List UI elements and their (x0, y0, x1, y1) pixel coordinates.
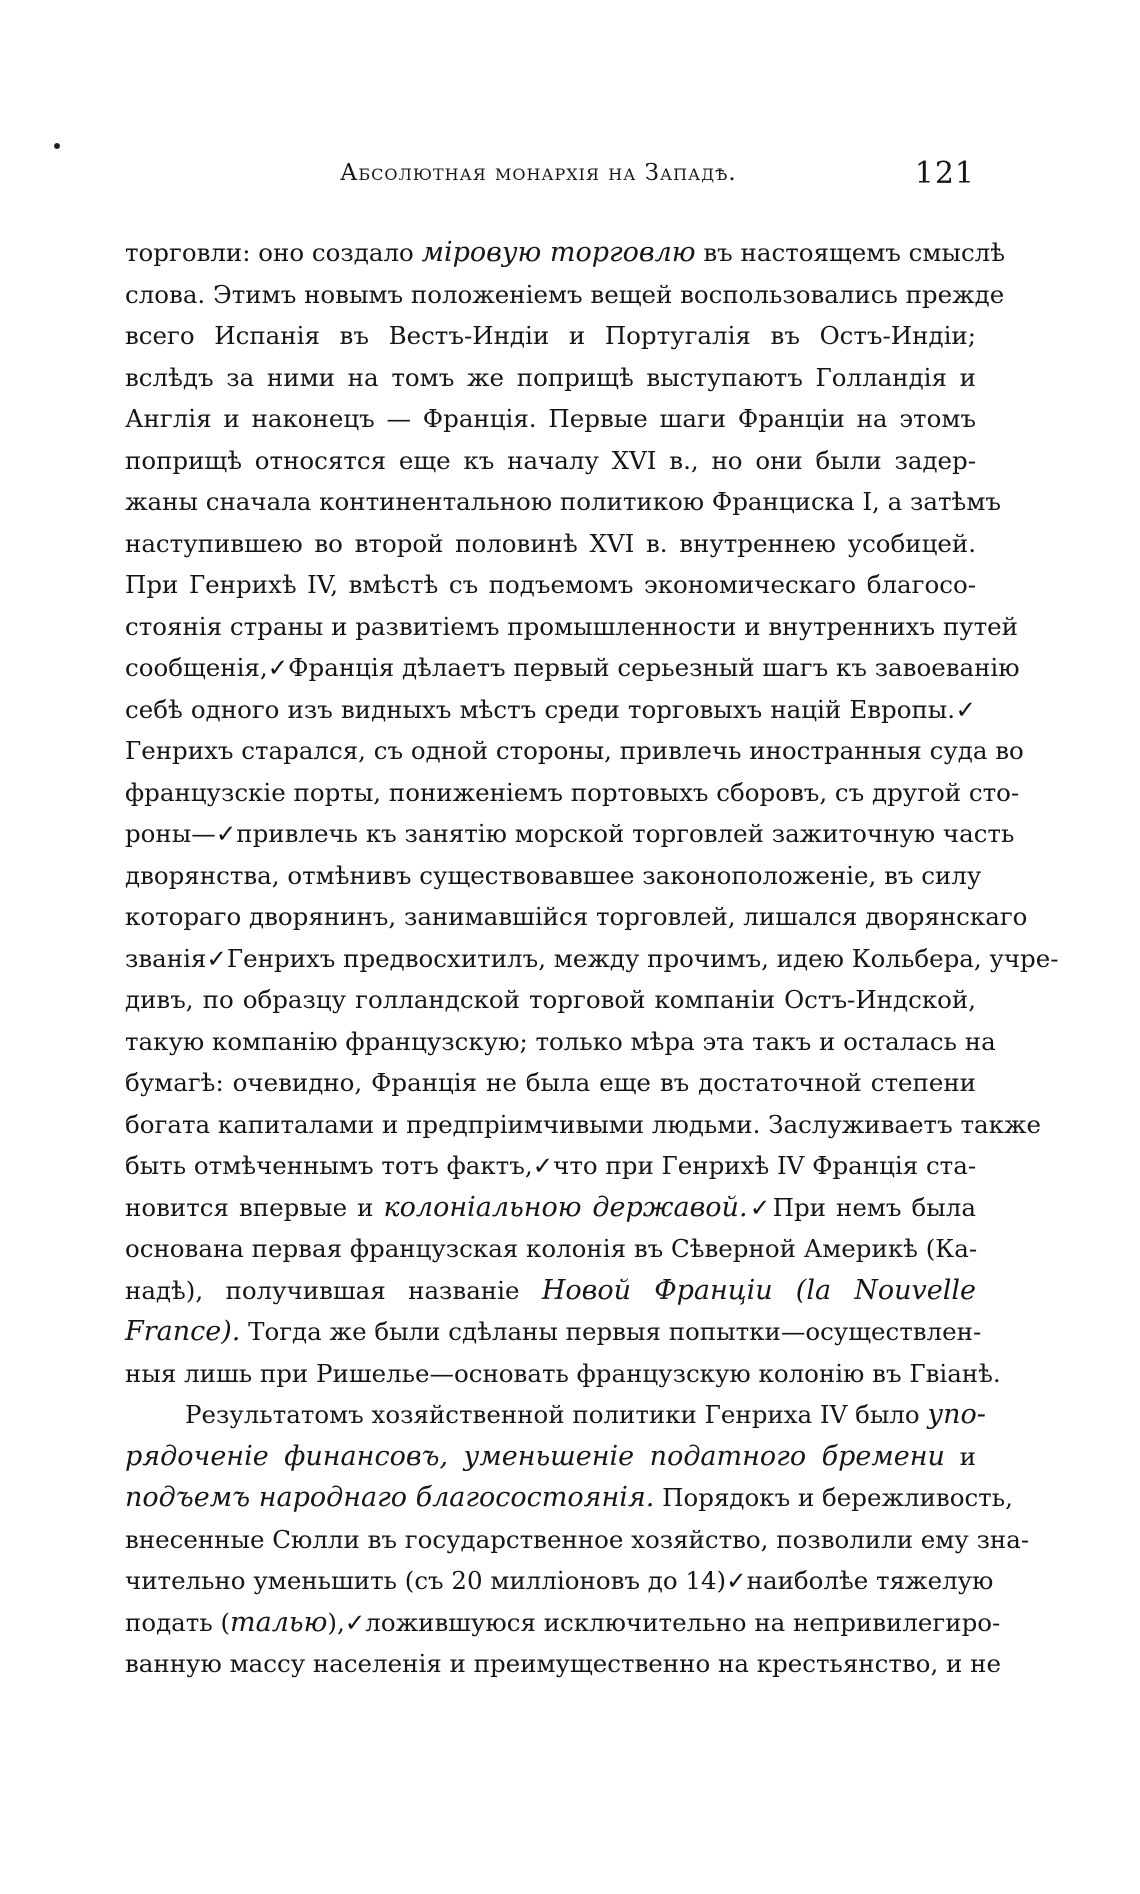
line-text: сообщенія,✓Франція дѣлаетъ первый серьезный шагъ къ завоеванію (125, 653, 1020, 682)
text-line (125, 1643, 1001, 1685)
line-text: торговли: оно создало (125, 238, 422, 267)
page-header (125, 156, 975, 200)
line-text: Результатомъ хозяйственной политики Генриха IV было (185, 1400, 928, 1429)
text-line (125, 1062, 976, 1104)
line-text: Порядокъ и бережливость, (654, 1483, 1013, 1512)
text-line (125, 564, 976, 606)
text-line (125, 315, 976, 357)
line-text: чительно уменьшить (съ 20 милліоновъ до 14)✓наиболѣе тяжелую (125, 1566, 994, 1595)
text-line (125, 730, 1024, 772)
text-line (125, 1519, 1030, 1561)
line-text: въ настоящемъ смыслѣ (695, 238, 1005, 267)
line-text: ),✓ложившуюся исключительно на непривилегиро- (327, 1607, 1001, 1637)
text-line (125, 1436, 976, 1478)
line-text: бумагѣ: очевидно, Франція не была еще въ достаточной степени (125, 1068, 976, 1097)
text-line (125, 855, 982, 897)
line-text: стоянія страны и развитіемъ промышленности и внутреннихъ путей (125, 611, 1018, 641)
line-text: быть отмѣченнымъ тотъ фактъ,✓что при Генрихѣ IV Франція ста- (125, 1151, 977, 1180)
text-line (125, 1353, 1001, 1395)
emphasis-text: рядоченіе финансовъ, уменьшеніе податного бремени (125, 1440, 945, 1472)
line-text: ванную массу населенія и преимущественно на крестьянство, и не (125, 1649, 1001, 1678)
line-text: слова. Этимъ новымъ положеніемъ вещей воспользовались прежде (125, 279, 1005, 309)
text-line (125, 979, 976, 1021)
line-text: поприщѣ относятся еще къ началу XVI в., но они были задер- (125, 445, 976, 475)
line-text: жаны сначала континентальною политикою Франциска I, а затѣмъ (125, 487, 1001, 516)
line-text: такую компанію французскую; только мѣра эта такъ и осталась на (125, 1026, 996, 1056)
line-text: внесенные Сюлли въ государственное хозяйство, позволили ему зна- (125, 1524, 1030, 1554)
line-text: Тогда же были сдѣланы первыя попытки—осуществлен- (240, 1317, 982, 1346)
text-line (125, 772, 1020, 814)
line-text: Генрихъ старался, съ одной стороны, привлечь иностранныя суда во (125, 736, 1024, 765)
text-line (125, 1021, 996, 1063)
line-text: основана первая французская колонія въ Сѣверной Америкѣ (Ка- (125, 1234, 978, 1263)
emphasis-text: міровую торговлю (421, 237, 696, 268)
line-text: вслѣдъ за ними на томъ же поприщѣ выступаютъ Голландія и (125, 362, 976, 392)
text-line (125, 357, 976, 399)
text-line (125, 274, 1005, 316)
line-text: Англія и наконецъ — Франція. Первые шаги Франціи на этомъ (125, 404, 976, 433)
line-text: всего Испанія въ Вестъ-Индіи и Португалія въ Остъ-Индіи; (125, 321, 976, 350)
text-line (125, 1104, 1041, 1146)
text-line (125, 481, 1001, 523)
text-line (125, 1228, 976, 1270)
line-text: роны—✓привлечь къ занятію морской торговлей зажиточную часть (125, 819, 1015, 848)
text-line (125, 440, 976, 482)
line-text: подать ( (125, 1607, 231, 1637)
line-text: ✓При немъ была (747, 1192, 976, 1222)
margin-dot (54, 143, 60, 149)
text-line (125, 1394, 986, 1436)
line-text: котораго дворянинъ, занимавшійся торговлей, лишался дворянскаго (125, 902, 1028, 931)
line-text: себѣ одного изъ видныхъ мѣстъ среди торговыхъ націй Европы.✓ (125, 694, 976, 724)
emphasis-text: колоніальною державой. (383, 1191, 748, 1223)
text-line (125, 523, 976, 565)
emphasis-text: подъемъ народнаго благосостоянія. (125, 1482, 655, 1513)
body-text (125, 232, 1059, 1685)
emphasis-text: упо- (927, 1399, 986, 1430)
emphasis-text: Новой Франціи (la Nouvelle (541, 1274, 976, 1306)
line-text: надѣ), получившая названіе (125, 1275, 542, 1305)
line-text: наступившею во второй половинѣ XVI в. внутреннею усобицей. (125, 528, 976, 558)
emphasis-text: France). (125, 1316, 241, 1347)
text-line (125, 1560, 994, 1602)
text-line (125, 232, 1005, 274)
line-text: званія✓Генрихъ предвосхитилъ, между прочимъ, идею Кольбера, учре- (125, 943, 1059, 973)
line-text: ныя лишь при Ришелье—основать французскую колонію въ Гвіанѣ. (125, 1358, 1001, 1388)
running-title: Абсолютная монархія на Западѣ. (340, 160, 737, 186)
line-text: При Генрихѣ IV, вмѣстѣ съ подъемомъ экономическаго благосо- (125, 570, 976, 599)
text-line (125, 1477, 1013, 1519)
line-text: новится впервые и (125, 1192, 384, 1222)
line-text: дворянства, отмѣнивъ существовавшее законоположеніе, въ силу (125, 860, 982, 890)
line-text: и (944, 1441, 976, 1471)
text-line (125, 896, 1028, 938)
text-line (125, 1145, 976, 1187)
text-line (125, 647, 1020, 689)
line-text: французскіе порты, пониженіемъ портовыхъ сборовъ, съ другой сто- (125, 777, 1020, 807)
line-text: дивъ, по образцу голландской торговой компаніи Остъ-Индской, (125, 985, 976, 1014)
line-text: богата капиталами и предпріимчивыми людьми. Заслуживаетъ также (125, 1109, 1041, 1139)
text-line (125, 689, 976, 731)
text-line (125, 1187, 976, 1229)
emphasis-text: талью (230, 1606, 328, 1638)
text-line (125, 1311, 982, 1353)
text-line (125, 813, 1015, 855)
text-line (125, 938, 1059, 980)
text-line (125, 1602, 1001, 1644)
text-line (125, 1270, 976, 1312)
text-line (125, 606, 1018, 648)
text-line (125, 398, 976, 440)
page-number: 121 (914, 156, 975, 191)
